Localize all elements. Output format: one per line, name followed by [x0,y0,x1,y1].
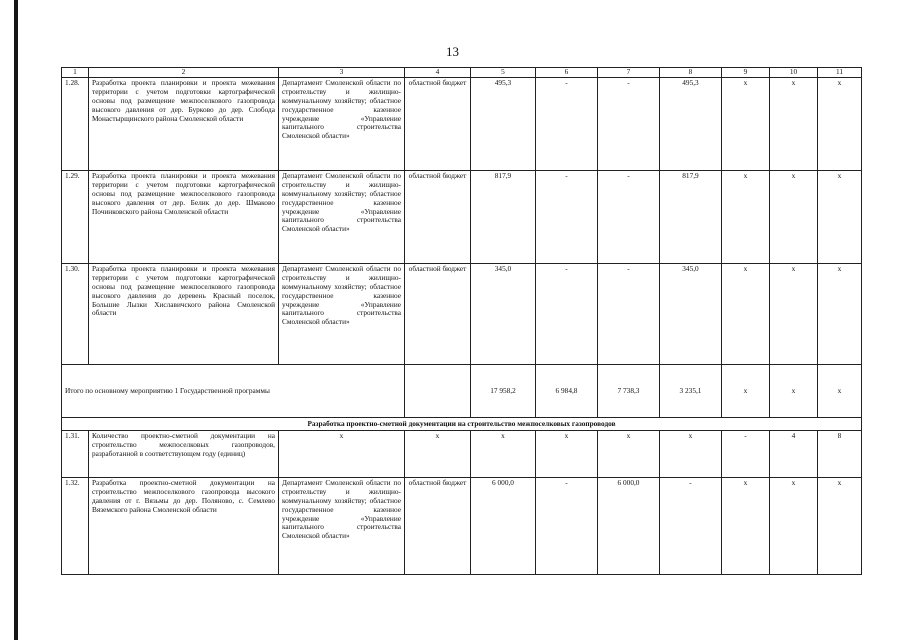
indicator-cell: x [818,171,862,264]
row-number: 1.30. [62,264,89,365]
column-header: 8 [660,68,722,78]
column-header: 7 [598,68,660,78]
indicator-cell: x [722,171,770,264]
column-header: 2 [89,68,279,78]
indicator-cell: x [818,365,862,418]
table-row [62,78,862,171]
indicator-cell: x [770,171,818,264]
total-amount: x [471,431,536,478]
column-header: 4 [405,68,471,78]
year-1-amount: 6 984,8 [536,365,598,418]
table-row [62,478,862,575]
section-heading-row [62,418,862,431]
indicator-cell: x [818,264,862,365]
column-header: 1 [62,68,89,78]
total-amount: 345,0 [471,264,536,365]
total-amount: 495,3 [471,78,536,171]
column-header: 11 [818,68,862,78]
executor: Департамент Смоленской области по строительству и жилищно-коммунальному хозяйству; областное государственное казенное учреждение «Управление капитального строительства Смоленской области» [279,478,405,575]
row-number: 1.28. [62,78,89,171]
row-number: 1.31. [62,431,89,478]
indicator-cell: x [722,365,770,418]
year-2-amount: x [598,431,660,478]
year-2-amount: - [598,171,660,264]
indicator-cell: x [722,78,770,171]
indicator-cell: x [770,478,818,575]
year-2-amount: 7 738,3 [598,365,660,418]
activity-name: Разработка проектно-сметной документации на строительство межпоселкового газопровода высокого давления от г. Вязьмы до дер. Поляново, с. Семлево Вяземского района Смоленской области [89,478,279,575]
column-header: 6 [536,68,598,78]
indicator-cell: x [818,78,862,171]
column-header: 5 [471,68,536,78]
indicator-cell: x [770,365,818,418]
row-number: 1.29. [62,171,89,264]
indicator-cell: x [722,264,770,365]
column-number-row [62,68,862,78]
indicator-cell: 4 [770,431,818,478]
indicator-cell: x [770,264,818,365]
activity-name: Количество проектно-сметной документации на строительство межпоселковых газопроводов, разработанной в соответствующем году (единиц) [89,431,279,478]
year-1-amount: - [536,264,598,365]
year-3-amount: 345,0 [660,264,722,365]
total-row [62,365,862,418]
executor: x [279,431,405,478]
funding-source: областной бюджет [405,171,471,264]
funding-source: x [405,431,471,478]
funding-source: областной бюджет [405,264,471,365]
indicator-cell: - [722,431,770,478]
total-amount: 6 000,0 [471,478,536,575]
year-1-amount: - [536,171,598,264]
executor: Департамент Смоленской области по строительству и жилищно-коммунальному хозяйству; областное государственное казенное учреждение «Управление капитального строительства Смоленской области» [279,171,405,264]
year-3-amount: 3 235,1 [660,365,722,418]
indicator-cell: 8 [818,431,862,478]
column-header: 3 [279,68,405,78]
year-3-amount: 817,9 [660,171,722,264]
row-number: 1.32. [62,478,89,575]
indicator-cell: x [722,478,770,575]
indicator-cell: x [818,478,862,575]
year-1-amount: x [536,431,598,478]
column-header: 10 [770,68,818,78]
funding-source: областной бюджет [405,78,471,171]
executor: Департамент Смоленской области по строительству и жилищно-коммунальному хозяйству; областное государственное казенное учреждение «Управление капитального строительства Смоленской области» [279,264,405,365]
year-3-amount: 495,3 [660,78,722,171]
year-2-amount: - [598,78,660,171]
table-row [62,264,862,365]
column-header: 9 [722,68,770,78]
table-row [62,171,862,264]
year-1-amount: - [536,478,598,575]
total-label: Итого по основному мероприятию 1 Государственной программы [62,365,405,418]
activity-name: Разработка проекта планировки и проекта межевания территории с учетом подготовки картографической основы под размещение межпоселкового газопровода высокого давления от дер. Бурково до дер. Слобода Монастырщинского района Смоленской области [89,78,279,171]
budget-table [61,67,862,575]
empty-cell [405,365,471,418]
executor: Департамент Смоленской области по строительству и жилищно-коммунальному хозяйству; областное государственное казенное учреждение «Управление капитального строительства Смоленской области» [279,78,405,171]
activity-name: Разработка проекта планировки и проекта межевания территории с учетом подготовки картографической основы под размещение межпоселкового газопровода высокого давления до деревень Красный поселок, Большие Лызки Хиславичского района Смоленской области [89,264,279,365]
year-2-amount: 6 000,0 [598,478,660,575]
page-number: 13 [446,44,459,59]
activity-name: Разработка проекта планировки и проекта межевания территории с учетом подготовки картографической основы под размещение межпоселкового газопровода высокого давления от дер. Белик до дер. Шмаково Починковского района Смоленской области [89,171,279,264]
year-3-amount: - [660,478,722,575]
section-title: Разработка проектно-сметной документации на строительство межпоселковых газопроводов [62,418,862,431]
funding-source: областной бюджет [405,478,471,575]
year-3-amount: x [660,431,722,478]
binding-line [14,0,18,640]
indicator-cell: x [770,78,818,171]
year-2-amount: - [598,264,660,365]
table-row [62,431,862,478]
total-amount: 817,9 [471,171,536,264]
year-1-amount: - [536,78,598,171]
total-amount: 17 958,2 [471,365,536,418]
